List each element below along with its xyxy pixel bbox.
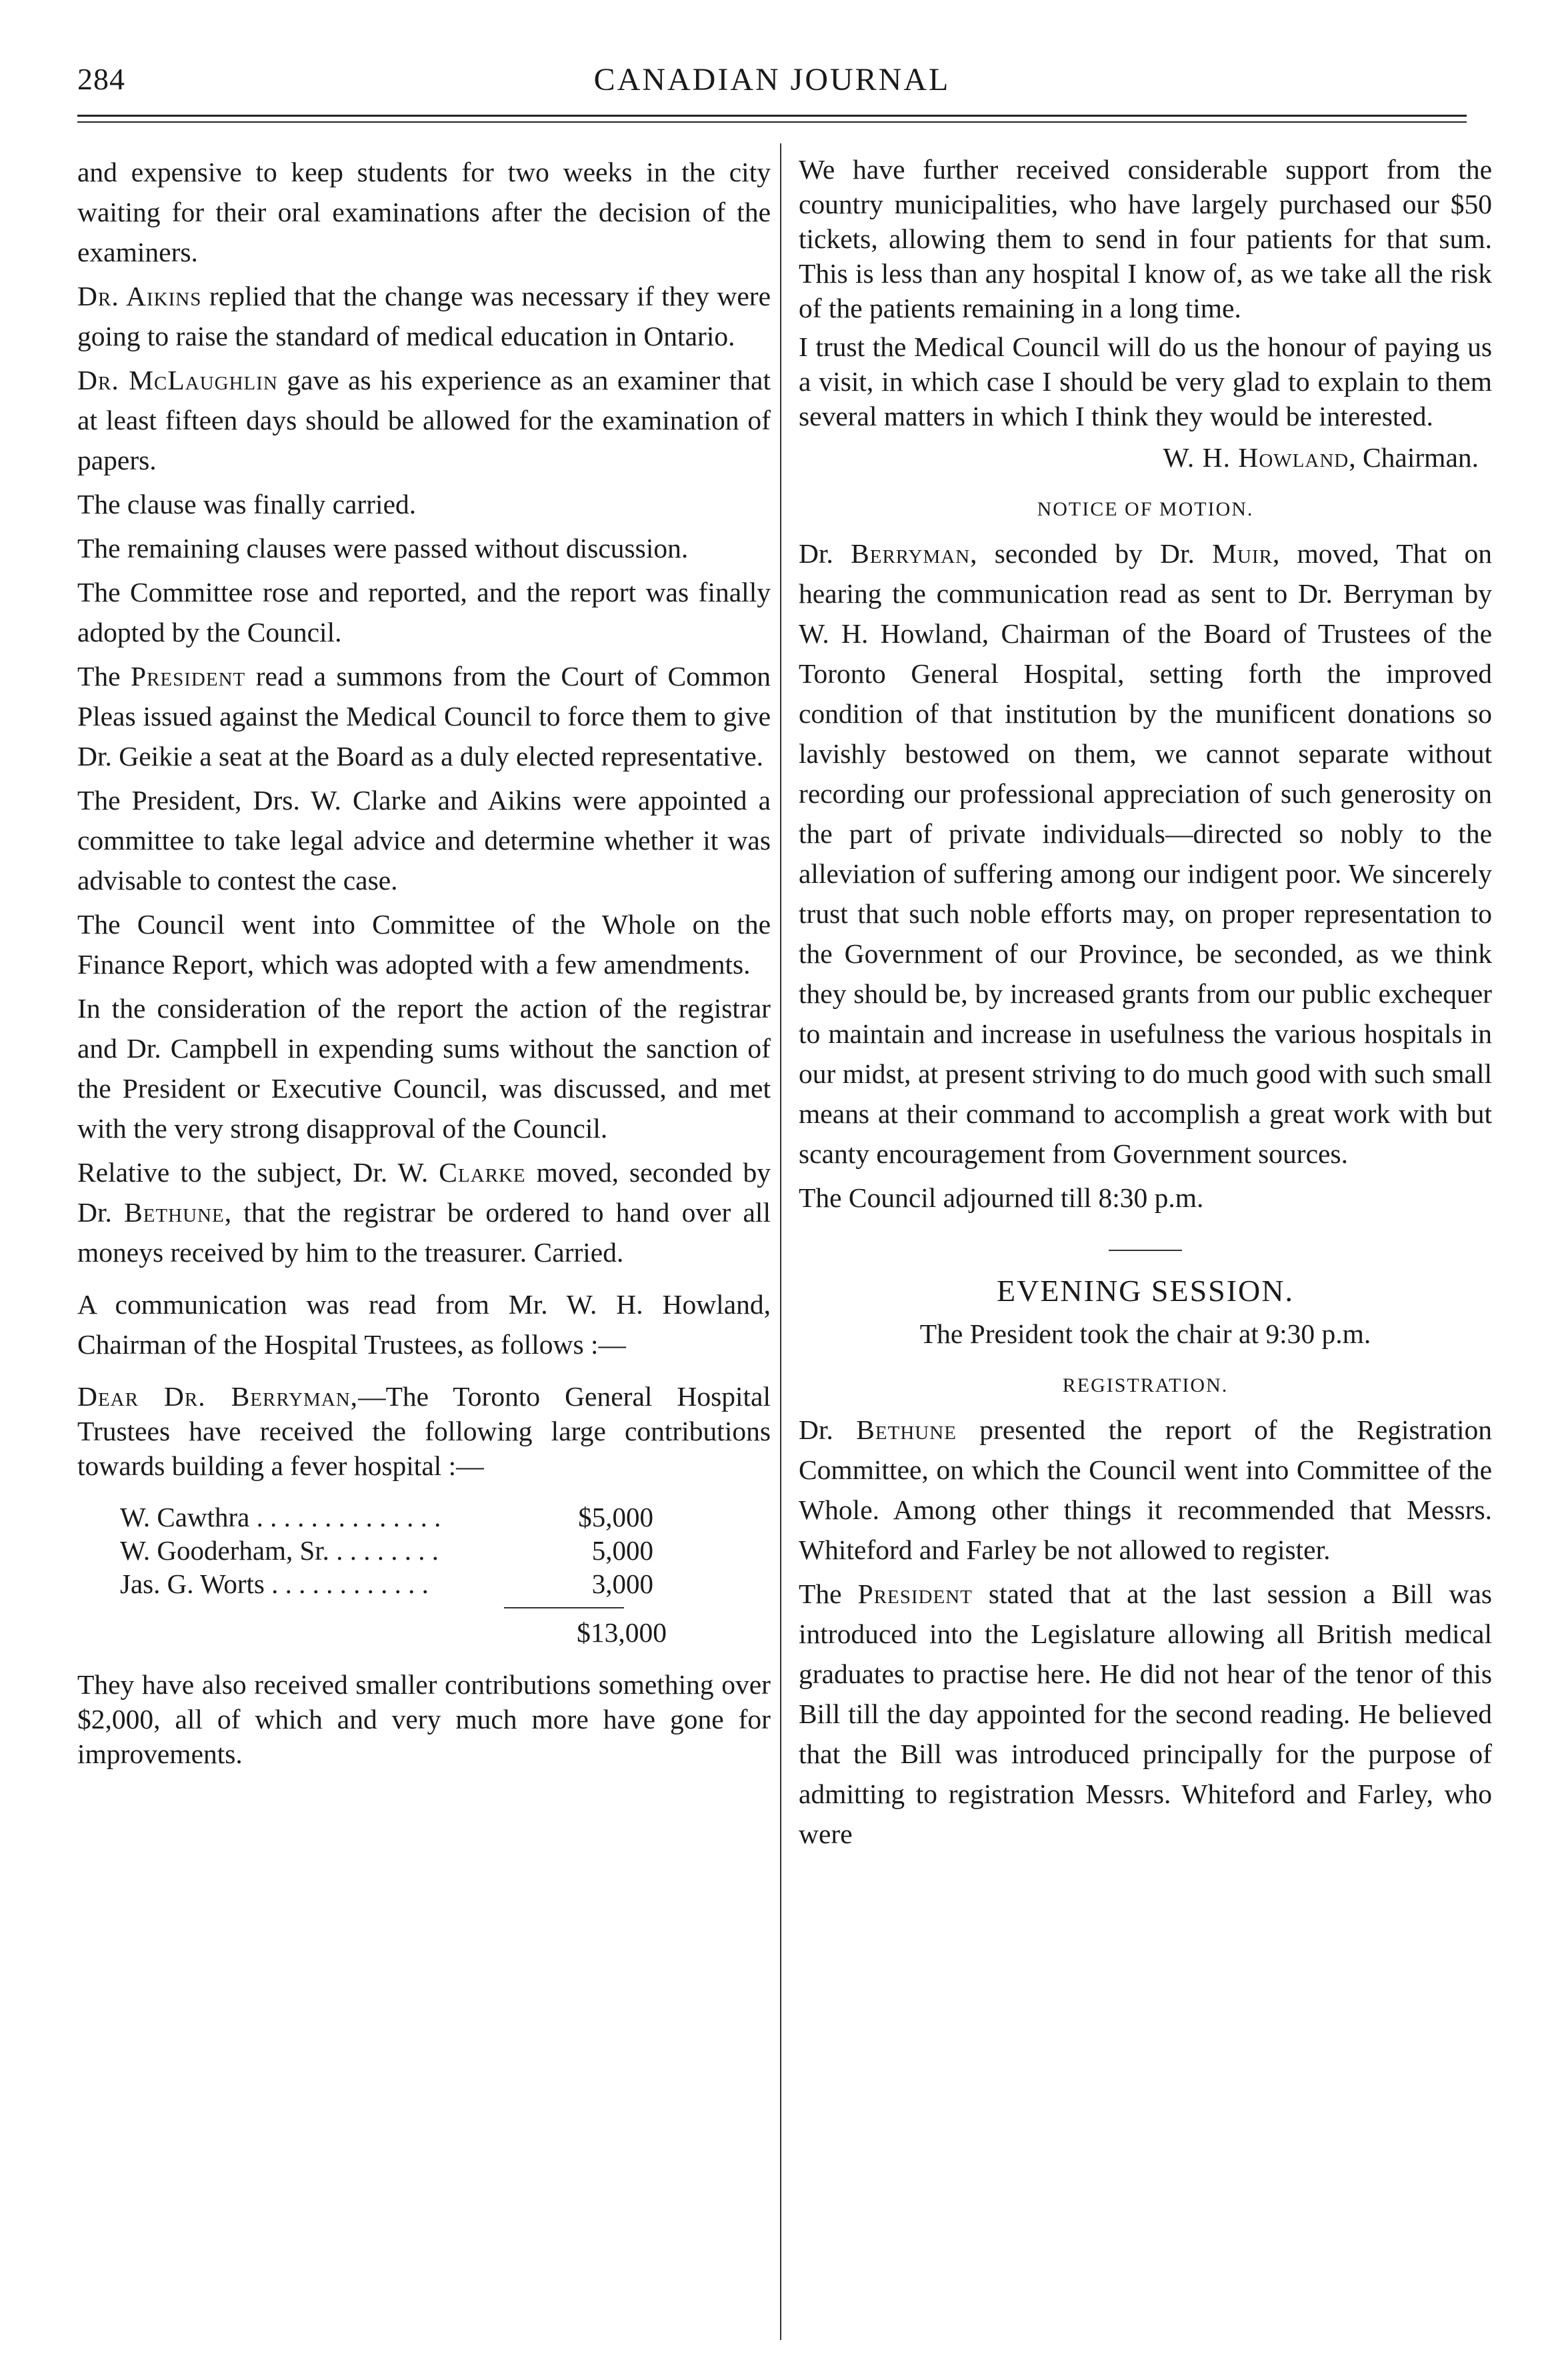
column-divider <box>780 143 781 2340</box>
section-separator <box>1109 1250 1182 1251</box>
evening-session-heading: EVENING SESSION. <box>997 1274 1294 1308</box>
signature-name: W. H. Howland <box>1163 442 1349 473</box>
contributor-cell <box>120 1567 540 1600</box>
speaker-name: Berryman <box>851 538 971 569</box>
paragraph-text: Dr. <box>799 1414 857 1445</box>
contribution-row <box>120 1567 653 1600</box>
header-rule-double <box>77 121 1467 123</box>
contribution-amount: $5,000 <box>578 1502 653 1532</box>
speaker-name: President <box>131 661 246 692</box>
signature-title: , Chairman. <box>1349 442 1479 473</box>
registration-heading: REGISTRATION. <box>1062 1374 1229 1396</box>
letter-continued <box>799 152 1492 433</box>
paragraph <box>77 1152 771 1272</box>
paragraph: The remaining clauses were passed without discussion. <box>77 533 689 563</box>
speaker-name: Dr. McLaughlin <box>77 365 278 395</box>
contributor-name: Jas. G. Worts <box>120 1568 265 1599</box>
contribution-amount: 5,000 <box>591 1535 653 1566</box>
signature <box>799 437 1492 477</box>
paragraph-text: —The Toronto General Hospital Trustees have received the following large contributions towards building a fever hospital :— <box>77 1381 771 1481</box>
letter-closing <box>77 1667 771 1771</box>
paragraph <box>799 1574 1492 1854</box>
page-number: 284 <box>77 62 125 96</box>
contribution-row <box>120 1500 653 1534</box>
notice-of-motion-heading: NOTICE OF MOTION. <box>1037 498 1254 520</box>
paragraph: In the consideration of the report the action of the registrar and Dr. Campbell in expending sums without the sanction of the President or Executive Council, was discussed, and met with the very strong disapproval of the Council. <box>77 993 771 1144</box>
contribution-row <box>120 1534 653 1567</box>
paragraph: The Committee rose and reported, and the report was finally adopted by the Council. <box>77 577 771 648</box>
paragraph: The Council adjourned till 8:30 p.m. <box>799 1182 1204 1213</box>
paragraph <box>77 656 771 776</box>
paragraph <box>799 533 1492 1174</box>
contributor-name: W. Gooderham, Sr. <box>120 1535 329 1566</box>
speaker-name: Clarke <box>439 1157 526 1188</box>
header-rule <box>77 115 1467 117</box>
running-title: CANADIAN JOURNAL <box>593 62 951 97</box>
paragraph <box>77 360 771 480</box>
contributor-cell <box>120 1534 540 1567</box>
paragraph-text: Relative to the subject, Dr. W. <box>77 1157 439 1188</box>
contributions-total: $13,000 <box>577 1617 667 1648</box>
contributor-cell <box>120 1500 540 1534</box>
contributor-name: W. Cawthra <box>120 1502 250 1532</box>
speaker-name: Muir <box>1212 538 1273 569</box>
paragraph-text: , seconded by Dr. <box>970 538 1213 569</box>
paragraph-text: The <box>799 1578 858 1609</box>
paragraph-text: , moved, That on hearing the communication read as sent to Dr. Berryman by W. H. Howland, Chairman of the Board of Trustees of the Toronto General Hospital, setting forth the improved condition of that institution by the munificent donations so lavishly bestowed on them, we cannot separate without recording our professional appreciation of such generosity on the part of private individuals—directed so nobly to the alleviation of suffering among our indigent poor. We sincerely trust that such noble efforts may, on proper representation to the Government of our Province, be seconded, as we think they should be, by increased grants from our public exchequer to maintain and increase in usefulness the various hospitals in our midst, at present striving to do much good with such small means at their command to accomplish a great work with but scanty encouragement from Government sources. <box>799 538 1492 1169</box>
paragraph: I trust the Medical Council will do us the honour of paying us a visit, in which case I should be very glad to explain to them several matters in which I think they would be interested. <box>799 331 1492 431</box>
dot-leader: . . . . . . . . . . . . <box>264 1568 429 1599</box>
letter-salutation: Dear Dr. Berryman, <box>77 1381 359 1412</box>
paragraph-text: The <box>77 661 131 692</box>
paragraph: The President took the chair at 9:30 p.m. <box>919 1318 1371 1349</box>
paragraph-text: read a summons from the Court of Common Pleas issued against the Medical Council to force them to give Dr. Geikie a seat at the Board as a duly elected representative. <box>77 661 771 772</box>
speaker-name: Bethune <box>124 1197 225 1228</box>
total-rule <box>504 1607 624 1608</box>
paragraph-text: Dr. <box>799 538 851 569</box>
paragraph-text: replied that the change was necessary if they were going to raise the standard of medical education in Ontario. <box>77 281 771 351</box>
paragraph <box>77 276 771 356</box>
dot-leader: . . . . . . . . <box>329 1535 439 1566</box>
left-column <box>77 152 771 1775</box>
paragraph-text: gave as his experience as an examiner that at least fifteen days should be allowed for the examination of papers. <box>77 365 771 475</box>
paragraph-text: stated that at the last session a Bill was introduced into the Legislature allowing all British medical graduates to practise here. He did not hear of the tenor of this Bill till the day appointed for the second reading. He believed that the Bill was introduced principally for the purpose of admitting to registration Messrs. Whiteford and Farley, who were <box>799 1578 1492 1849</box>
paragraph-text: presented the report of the Registration Committee, on which the Council went into Committee of the Whole. Among other things it recommended that Messrs. Whiteford and Farley be not allowed to register. <box>799 1414 1493 1565</box>
letter-body <box>77 1379 771 1483</box>
contribution-amount: 3,000 <box>591 1568 653 1599</box>
paragraph: The Council went into Committee of the Whole on the Finance Report, which was adopted with a few amendments. <box>77 909 771 980</box>
paragraph: The clause was finally carried. <box>77 489 417 519</box>
paragraph: We have further received considerable support from the country municipalities, who have largely purchased our $50 tickets, allowing them to send in four patients for that sum. This is less than any hospital I know of, as we take all the risk of the patients remaining in a long time. <box>799 154 1492 323</box>
paragraph: and expensive to keep students for two weeks in the city waiting for their oral examinations after the decision of the examiners. <box>77 157 771 267</box>
speaker-name: President <box>857 1578 973 1609</box>
letter <box>77 1379 771 1483</box>
contributions-table <box>120 1500 653 1600</box>
right-column <box>799 152 1492 1858</box>
paragraph: A communication was read from Mr. W. H. Howland, Chairman of the Hospital Trustees, as follows :— <box>77 1289 771 1360</box>
paragraph-text: moved, seconded by Dr. <box>77 1157 771 1228</box>
speaker-name: Bethune <box>856 1414 957 1445</box>
dot-leader: . . . . . . . . . . . . . . <box>249 1502 441 1532</box>
paragraph <box>799 1410 1492 1570</box>
page-header <box>77 61 1467 115</box>
paragraph: The President, Drs. W. Clarke and Aikins were appointed a committee to take legal advice and determine whether it was advisable to contest the case. <box>77 785 771 896</box>
speaker-name: Dr. Aikins <box>77 281 202 311</box>
paragraph-text: , that the registrar be ordered to hand over all moneys received by him to the treasurer. Carried. <box>77 1197 771 1268</box>
paragraph: They have also received smaller contributions something over $2,000, all of which and very much more have gone for improvements. <box>77 1669 771 1769</box>
